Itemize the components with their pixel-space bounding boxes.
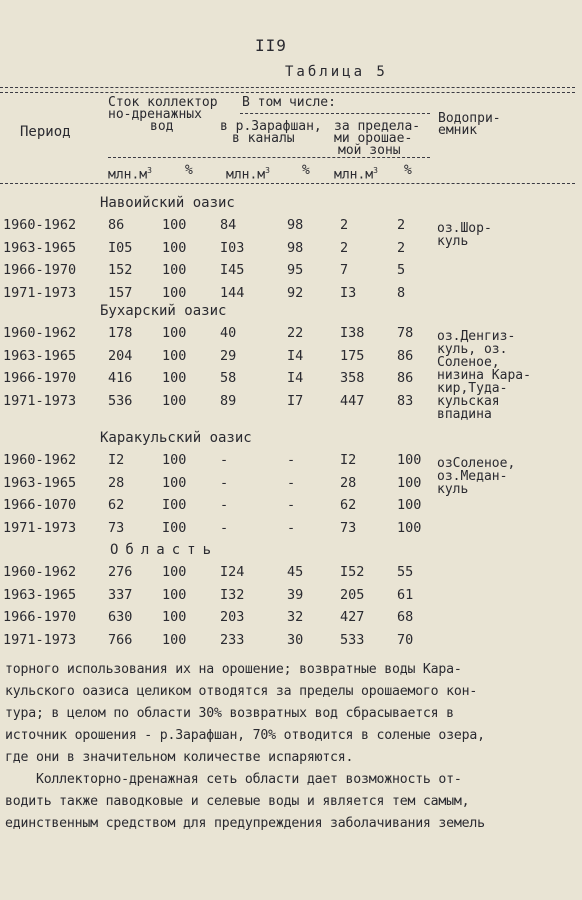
- table-cell: 98: [287, 239, 304, 256]
- row-period: 1971-1973: [3, 392, 77, 409]
- table-title: Таблица 5: [285, 64, 388, 80]
- table-cell: 84: [220, 217, 237, 233]
- table-cell: 276: [108, 564, 133, 580]
- table-cell: 205: [340, 586, 365, 603]
- table-cell: 100: [162, 474, 187, 491]
- table-cell: 204: [108, 347, 133, 364]
- table-cell: I2: [340, 452, 357, 468]
- paragraph-line: водить также паводковые и селевые воды и является тем самым,: [5, 794, 470, 809]
- unit-outside-pct: %: [404, 163, 412, 178]
- table-cell: 2: [397, 239, 406, 256]
- table-cell: 203: [220, 609, 245, 625]
- table-cell: 100: [397, 474, 422, 491]
- table-cell: 83: [397, 392, 414, 409]
- table-cell: 55: [397, 564, 414, 580]
- table-cell: 416: [108, 370, 133, 386]
- table-cell: 175: [340, 347, 365, 364]
- table-cell: 157: [108, 284, 133, 301]
- paragraph-line: источник орошения - р.Зарафшан, 70% отводится в соленые озера,: [5, 728, 485, 743]
- unit-flow-pct: %: [185, 163, 193, 178]
- table-cell: 92: [287, 284, 304, 301]
- table-cell: 337: [108, 586, 133, 603]
- receiver-text: кульская: [437, 394, 500, 409]
- table-cell: 100: [162, 370, 187, 386]
- table-cell: 95: [287, 262, 304, 278]
- header-zarafshan-line2: в каналы: [232, 131, 295, 146]
- table-cell: I00: [162, 519, 187, 536]
- table-cell: 8: [397, 284, 406, 301]
- table-cell: I00: [162, 497, 187, 513]
- table-cell: 100: [162, 284, 187, 301]
- table-cell: 100: [397, 452, 422, 468]
- table-cell: 30: [287, 631, 304, 648]
- paragraph-line: единственным средством для предупреждения заболачивания земель: [5, 816, 485, 831]
- table-cell: 5: [397, 262, 406, 278]
- table-cell: 22: [287, 325, 304, 341]
- table-cell: 61: [397, 586, 414, 603]
- table-cell: I2: [108, 452, 125, 468]
- table-cell: 358: [340, 370, 365, 386]
- table-cell: 100: [162, 609, 187, 625]
- table-cell: 40: [220, 325, 237, 341]
- table-top-rule-2: [0, 92, 575, 93]
- unit-zarafshan-pct: %: [302, 163, 310, 178]
- table-cell: 73: [340, 519, 357, 536]
- table-cell: I52: [340, 564, 365, 580]
- table-cell: 100: [162, 239, 187, 256]
- receiver-text: оз.Денгиз-: [437, 329, 516, 344]
- table-cell: 533: [340, 631, 365, 648]
- header-receiver-line2: емник: [438, 123, 478, 138]
- table-cell: -: [287, 519, 296, 536]
- receiver-text: оз.Медан-: [437, 469, 508, 484]
- table-cell: 100: [162, 347, 187, 364]
- receiver-text: кир,Туда-: [437, 381, 508, 396]
- row-period: 1966-1970: [3, 370, 77, 386]
- receiver-text: куль: [437, 234, 469, 249]
- table-cell: 2: [340, 217, 349, 233]
- row-period: 1971-1973: [3, 631, 77, 648]
- row-period: 1963-1965: [3, 347, 77, 364]
- table-cell: 178: [108, 325, 133, 341]
- table-cell: 45: [287, 564, 304, 580]
- header-outside-line3: мой зоны: [338, 143, 401, 158]
- table-cell: 100: [397, 497, 422, 513]
- table-cell: 427: [340, 609, 365, 625]
- table-cell: I38: [340, 325, 365, 341]
- table-cell: 100: [162, 631, 187, 648]
- table-cell: 68: [397, 609, 414, 625]
- table-cell: 2: [340, 239, 349, 256]
- row-period: 1963-1965: [3, 586, 77, 603]
- header-receiver-line1: Водопри-: [438, 111, 501, 126]
- table-cell: 39: [287, 586, 304, 603]
- paragraph-line: тура; в целом по области 30% возвратных вод сбрасывается в: [5, 706, 454, 721]
- table-cell: 86: [397, 370, 414, 386]
- row-period: 1960-1962: [3, 564, 77, 580]
- table-cell: 100: [162, 262, 187, 278]
- table-cell: 766: [108, 631, 133, 648]
- header-flow-line3: вод: [150, 119, 174, 134]
- section-title: Область: [110, 542, 219, 558]
- header-period: Период: [20, 124, 71, 140]
- table-cell: 32: [287, 609, 304, 625]
- paragraph-line: торного использования их на орошение; возвратные воды Кара-: [5, 662, 462, 677]
- table-cell: I03: [220, 239, 245, 256]
- receiver-text: Соленое,: [437, 355, 500, 370]
- header-units-rule: [108, 157, 430, 158]
- header-bottom-rule: [0, 183, 575, 184]
- receiver-text: куль, оз.: [437, 342, 508, 357]
- table-cell: -: [287, 452, 296, 468]
- table-cell: 28: [340, 474, 357, 491]
- section-title: Навоийский оазис: [100, 195, 235, 211]
- table-cell: -: [220, 519, 229, 536]
- table-cell: I7: [287, 392, 304, 409]
- table-cell: I4: [287, 370, 304, 386]
- table-cell: 233: [220, 631, 245, 648]
- row-period: 1966-1070: [3, 497, 77, 513]
- receiver-text: куль: [437, 482, 469, 497]
- table-cell: I3: [340, 284, 357, 301]
- header-outside-line1: за предела-: [334, 119, 421, 134]
- table-cell: -: [287, 474, 296, 491]
- table-cell: 28: [108, 474, 125, 491]
- table-cell: I24: [220, 564, 245, 580]
- table-cell: 73: [108, 519, 125, 536]
- receiver-text: оз.Шор-: [437, 221, 492, 236]
- table-cell: 86: [397, 347, 414, 364]
- table-cell: 58: [220, 370, 237, 386]
- row-period: 1966-1970: [3, 262, 77, 278]
- table-cell: 86: [108, 217, 125, 233]
- header-flow-line1: Сток коллектор: [108, 95, 218, 110]
- table-cell: 62: [108, 497, 125, 513]
- table-cell: 2: [397, 217, 406, 233]
- table-cell: -: [287, 497, 296, 513]
- table-cell: 7: [340, 262, 349, 278]
- table-cell: -: [220, 497, 229, 513]
- table-cell: I45: [220, 262, 245, 278]
- header-outside-line2: ми орошае-: [334, 131, 413, 146]
- table-cell: 100: [162, 392, 187, 409]
- table-cell: 89: [220, 392, 237, 409]
- table-cell: 100: [162, 325, 187, 341]
- section-title: Бухарский оазис: [100, 303, 227, 319]
- table-cell: 630: [108, 609, 133, 625]
- header-including: В том числе:: [242, 95, 336, 110]
- table-cell: I32: [220, 586, 245, 603]
- header-zarafshan-line1: в р.Зарафшан,: [220, 119, 322, 134]
- table-cell: 536: [108, 392, 133, 409]
- receiver-text: озСоленое,: [437, 456, 516, 471]
- row-period: 1960-1962: [3, 452, 77, 468]
- table-cell: 100: [397, 519, 422, 536]
- row-period: 1971-1973: [3, 519, 77, 536]
- unit-outside-mln: $млн.м^3$: [334, 166, 378, 183]
- receiver-text: впадина: [437, 407, 492, 422]
- table-top-rule: [0, 87, 575, 88]
- row-period: 1966-1970: [3, 609, 77, 625]
- table-cell: -: [220, 452, 229, 468]
- page-number: II9: [255, 36, 287, 55]
- unit-zarafshan-mln: $млн.м^3$: [226, 166, 270, 183]
- row-period: 1971-1973: [3, 284, 77, 301]
- unit-flow-mln: $млн.м^3$: [108, 166, 152, 183]
- paragraph-line: Коллекторно-дренажная сеть области дает возможность от-: [5, 772, 462, 787]
- table-cell: 152: [108, 262, 133, 278]
- row-period: 1963-1965: [3, 474, 77, 491]
- table-cell: 78: [397, 325, 414, 341]
- table-cell: 70: [397, 631, 414, 648]
- table-cell: 100: [162, 217, 187, 233]
- table-cell: I05: [108, 239, 133, 256]
- paragraph-line: где они в значительном количестве испаряются.: [5, 750, 354, 765]
- table-cell: 100: [162, 452, 187, 468]
- table-cell: I4: [287, 347, 304, 364]
- row-period: 1960-1962: [3, 325, 77, 341]
- row-period: 1960-1962: [3, 217, 77, 233]
- section-title: Каракульский оазис: [100, 430, 252, 446]
- row-period: 1963-1965: [3, 239, 77, 256]
- table-cell: 62: [340, 497, 357, 513]
- paragraph-line: кульского оазиса целиком отводятся за пределы орошаемого кон-: [5, 684, 478, 699]
- table-cell: 100: [162, 564, 187, 580]
- table-cell: 29: [220, 347, 237, 364]
- header-flow-line2: но-дренажных: [108, 107, 202, 122]
- header-incl-rule: [240, 113, 430, 114]
- table-cell: 100: [162, 586, 187, 603]
- table-cell: 447: [340, 392, 365, 409]
- table-cell: 98: [287, 217, 304, 233]
- table-cell: 144: [220, 284, 245, 301]
- table-cell: -: [220, 474, 229, 491]
- receiver-text: низина Кара-: [437, 368, 531, 383]
